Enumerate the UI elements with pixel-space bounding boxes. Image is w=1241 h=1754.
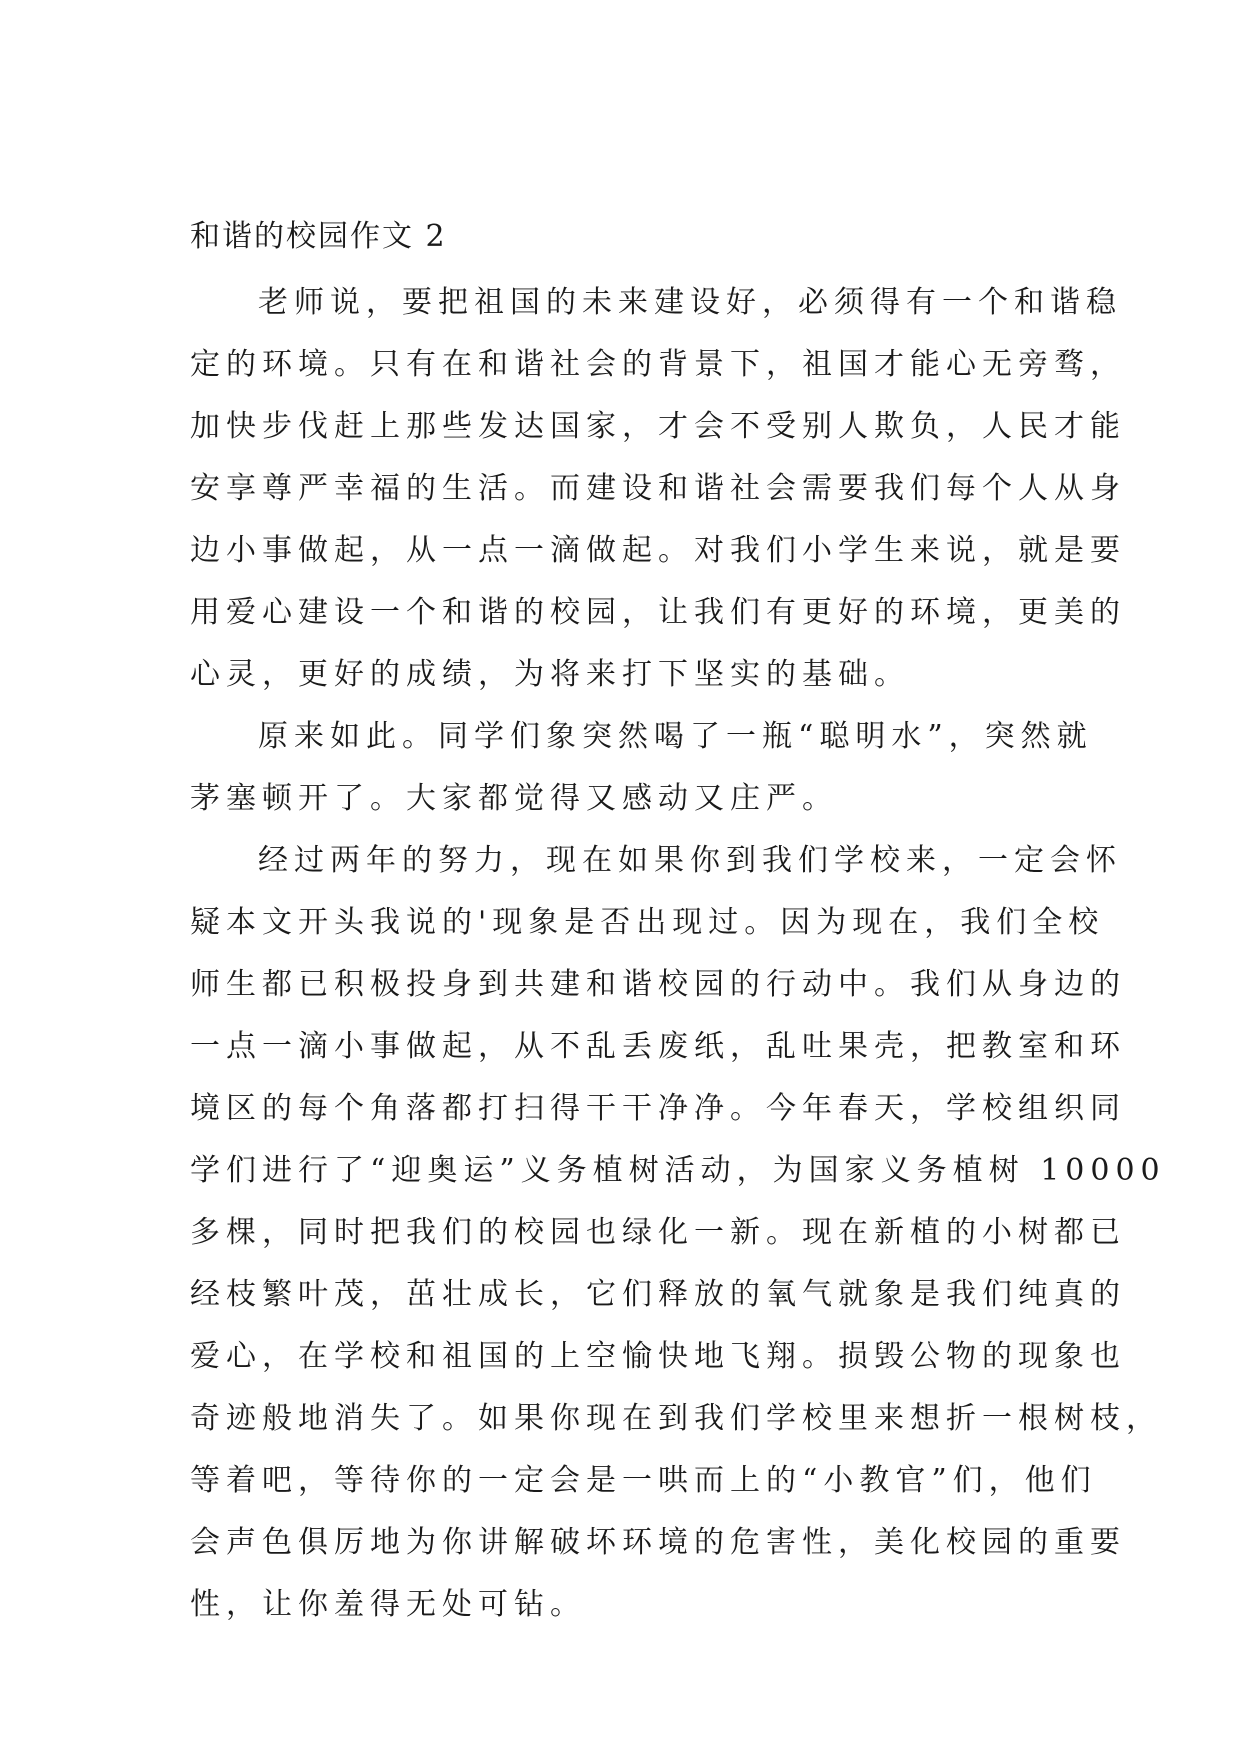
- text-line: 经枝繁叶茂，茁壮成长，它们释放的氧气就象是我们纯真的: [190, 1277, 1126, 1312]
- text-line: 等着吧，等待你的一定会是一哄而上的“小教官”们，他们: [190, 1463, 1097, 1498]
- text-line: 茅塞顿开了。大家都觉得又感动又庄严。: [190, 781, 838, 816]
- text-line: 多棵，同时把我们的校园也绿化一新。现在新植的小树都已: [190, 1215, 1126, 1250]
- text-line: 老师说，要把祖国的未来建设好，必须得有一个和谐稳: [258, 285, 1122, 320]
- document-title: 和谐的校园作文 2: [190, 219, 447, 254]
- text-line: 加快步伐赶上那些发达国家，才会不受别人欺负，人民才能: [190, 409, 1126, 444]
- text-line: 奇迹般地消失了。如果你现在到我们学校里来想折一根树枝，: [190, 1401, 1162, 1436]
- text-line: 疑本文开头我说的'现象是否出现过。因为现在，我们全校: [190, 905, 1105, 940]
- paragraph-3: [190, 830, 1166, 1636]
- text-line: 心灵，更好的成绩，为将来打下坚实的基础。: [190, 657, 910, 692]
- text-line: 境区的每个角落都打扫得干干净净。今年春天，学校组织同: [190, 1091, 1126, 1126]
- paragraph-2: [190, 706, 1093, 830]
- text-line: 定的环境。只有在和谐社会的背景下，祖国才能心无旁骛，: [190, 347, 1126, 382]
- text-line: 用爱心建设一个和谐的校园，让我们有更好的环境，更美的: [190, 595, 1126, 630]
- text-line: 经过两年的努力，现在如果你到我们学校来，一定会怀: [258, 843, 1122, 878]
- text-line: 师生都已积极投身到共建和谐校园的行动中。我们从身边的: [190, 967, 1126, 1002]
- document-body: [190, 218, 1166, 1636]
- text-line: 一点一滴小事做起，从不乱丢废纸，乱吐果壳，把教室和环: [190, 1029, 1126, 1064]
- text-line: 原来如此。同学们象突然喝了一瓶“聪明水”，突然就: [258, 719, 1093, 754]
- text-line: 安享尊严幸福的生活。而建设和谐社会需要我们每个人从身: [190, 471, 1126, 506]
- paragraph-1: [190, 272, 1126, 706]
- text-line: 边小事做起，从一点一滴做起。对我们小学生来说，就是要: [190, 533, 1126, 568]
- text-line: 性，让你羞得无处可钻。: [190, 1587, 586, 1622]
- text-line: 爱心，在学校和祖国的上空愉快地飞翔。损毁公物的现象也: [190, 1339, 1126, 1374]
- text-line: 会声色俱厉地为你讲解破坏环境的危害性，美化校园的重要: [190, 1525, 1126, 1560]
- text-line: 学们进行了“迎奥运”义务植树活动，为国家义务植树 10000: [190, 1153, 1166, 1188]
